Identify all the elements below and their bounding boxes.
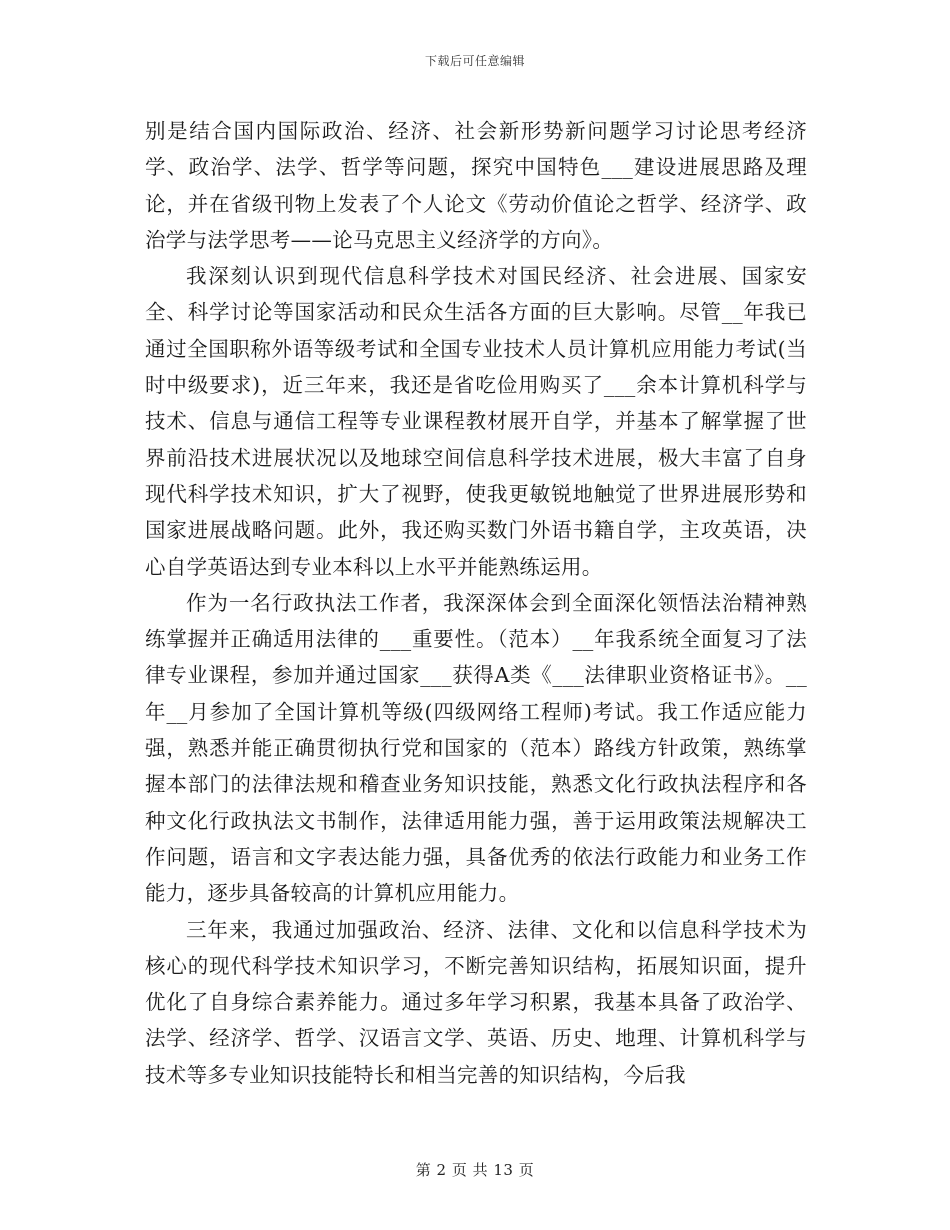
document-body [145, 113, 807, 1093]
paragraph-information-technology: 我深刻认识到现代信息科学技术对国民经济、社会进展、国家安全、科学讨论等国家活动和民众生活各方面的巨大影响。尽管__年我已通过全国职称外语等级考试和全国专业技术人员计算机应用能力考试(当时中级要求)，近三年来，我还是省吃俭用购买了___余本计算机科学与技术、信息与通信工程等专业课程教材展开自学，并基本了解掌握了世界前沿技术进展状况以及地球空间信息科学技术进展，极大丰富了自身现代科学技术知识，扩大了视野，使我更敏锐地触觉了世界进展形势和国家进展战略问题。此外，我还购买数门外语书籍自学，主攻英语，决心自学英语达到专业本科以上水平并能熟练运用。 [145, 264, 807, 579]
paragraph-continued: 别是结合国内国际政治、经济、社会新形势新问题学习讨论思考经济学、政治学、法学、哲学等问题，探究中国特色___建设进展思路及理论，并在省级刊物上发表了个人论文《劳动价值论之哲学、经济学、政治学与法学思考——论马克思主义经济学的方向》。 [145, 119, 807, 252]
paragraph-law-enforcement: 作为一名行政执法工作者，我深深体会到全面深化领悟法治精神熟练掌握并正确适用法律的___重要性。（范本）__年我系统全面复习了法律专业课程，参加并通过国家___获得A类《___法律职业资格证书》。__年__月参加了全国计算机等级(四级网络工程师)考试。我工作适应能力强，熟悉并能正确贯彻执行党和国家的（范本）路线方针政策，熟练掌握本部门的法律法规和稽查业务知识技能，熟悉文化行政执法程序和各种文化行政执法文书制作，法律适用能力强，善于运用政策法规解决工作问题，语言和文字表达能力强，具备优秀的依法行政能力和业务工作能力，逐步具备较高的计算机应用能力。 [145, 590, 807, 906]
page-number: 第 2 页 共 13 页 [415, 1161, 535, 1179]
page-header: 下载后可任意编辑 [424, 54, 525, 68]
paragraph-three-years-summary: 三年来，我通过加强政治、经济、法律、文化和以信息科学技术为核心的现代科学技术知识学习，不断完善知识结构，拓展知识面，提升优化了自身综合素养能力。通过多年学习积累，我基本具备了政治学、法学、经济学、哲学、汉语言文学、英语、历史、地理、计算机科学与技术等多专业知识技能特长和相当完善的知识结构，今后我 [145, 917, 807, 1087]
